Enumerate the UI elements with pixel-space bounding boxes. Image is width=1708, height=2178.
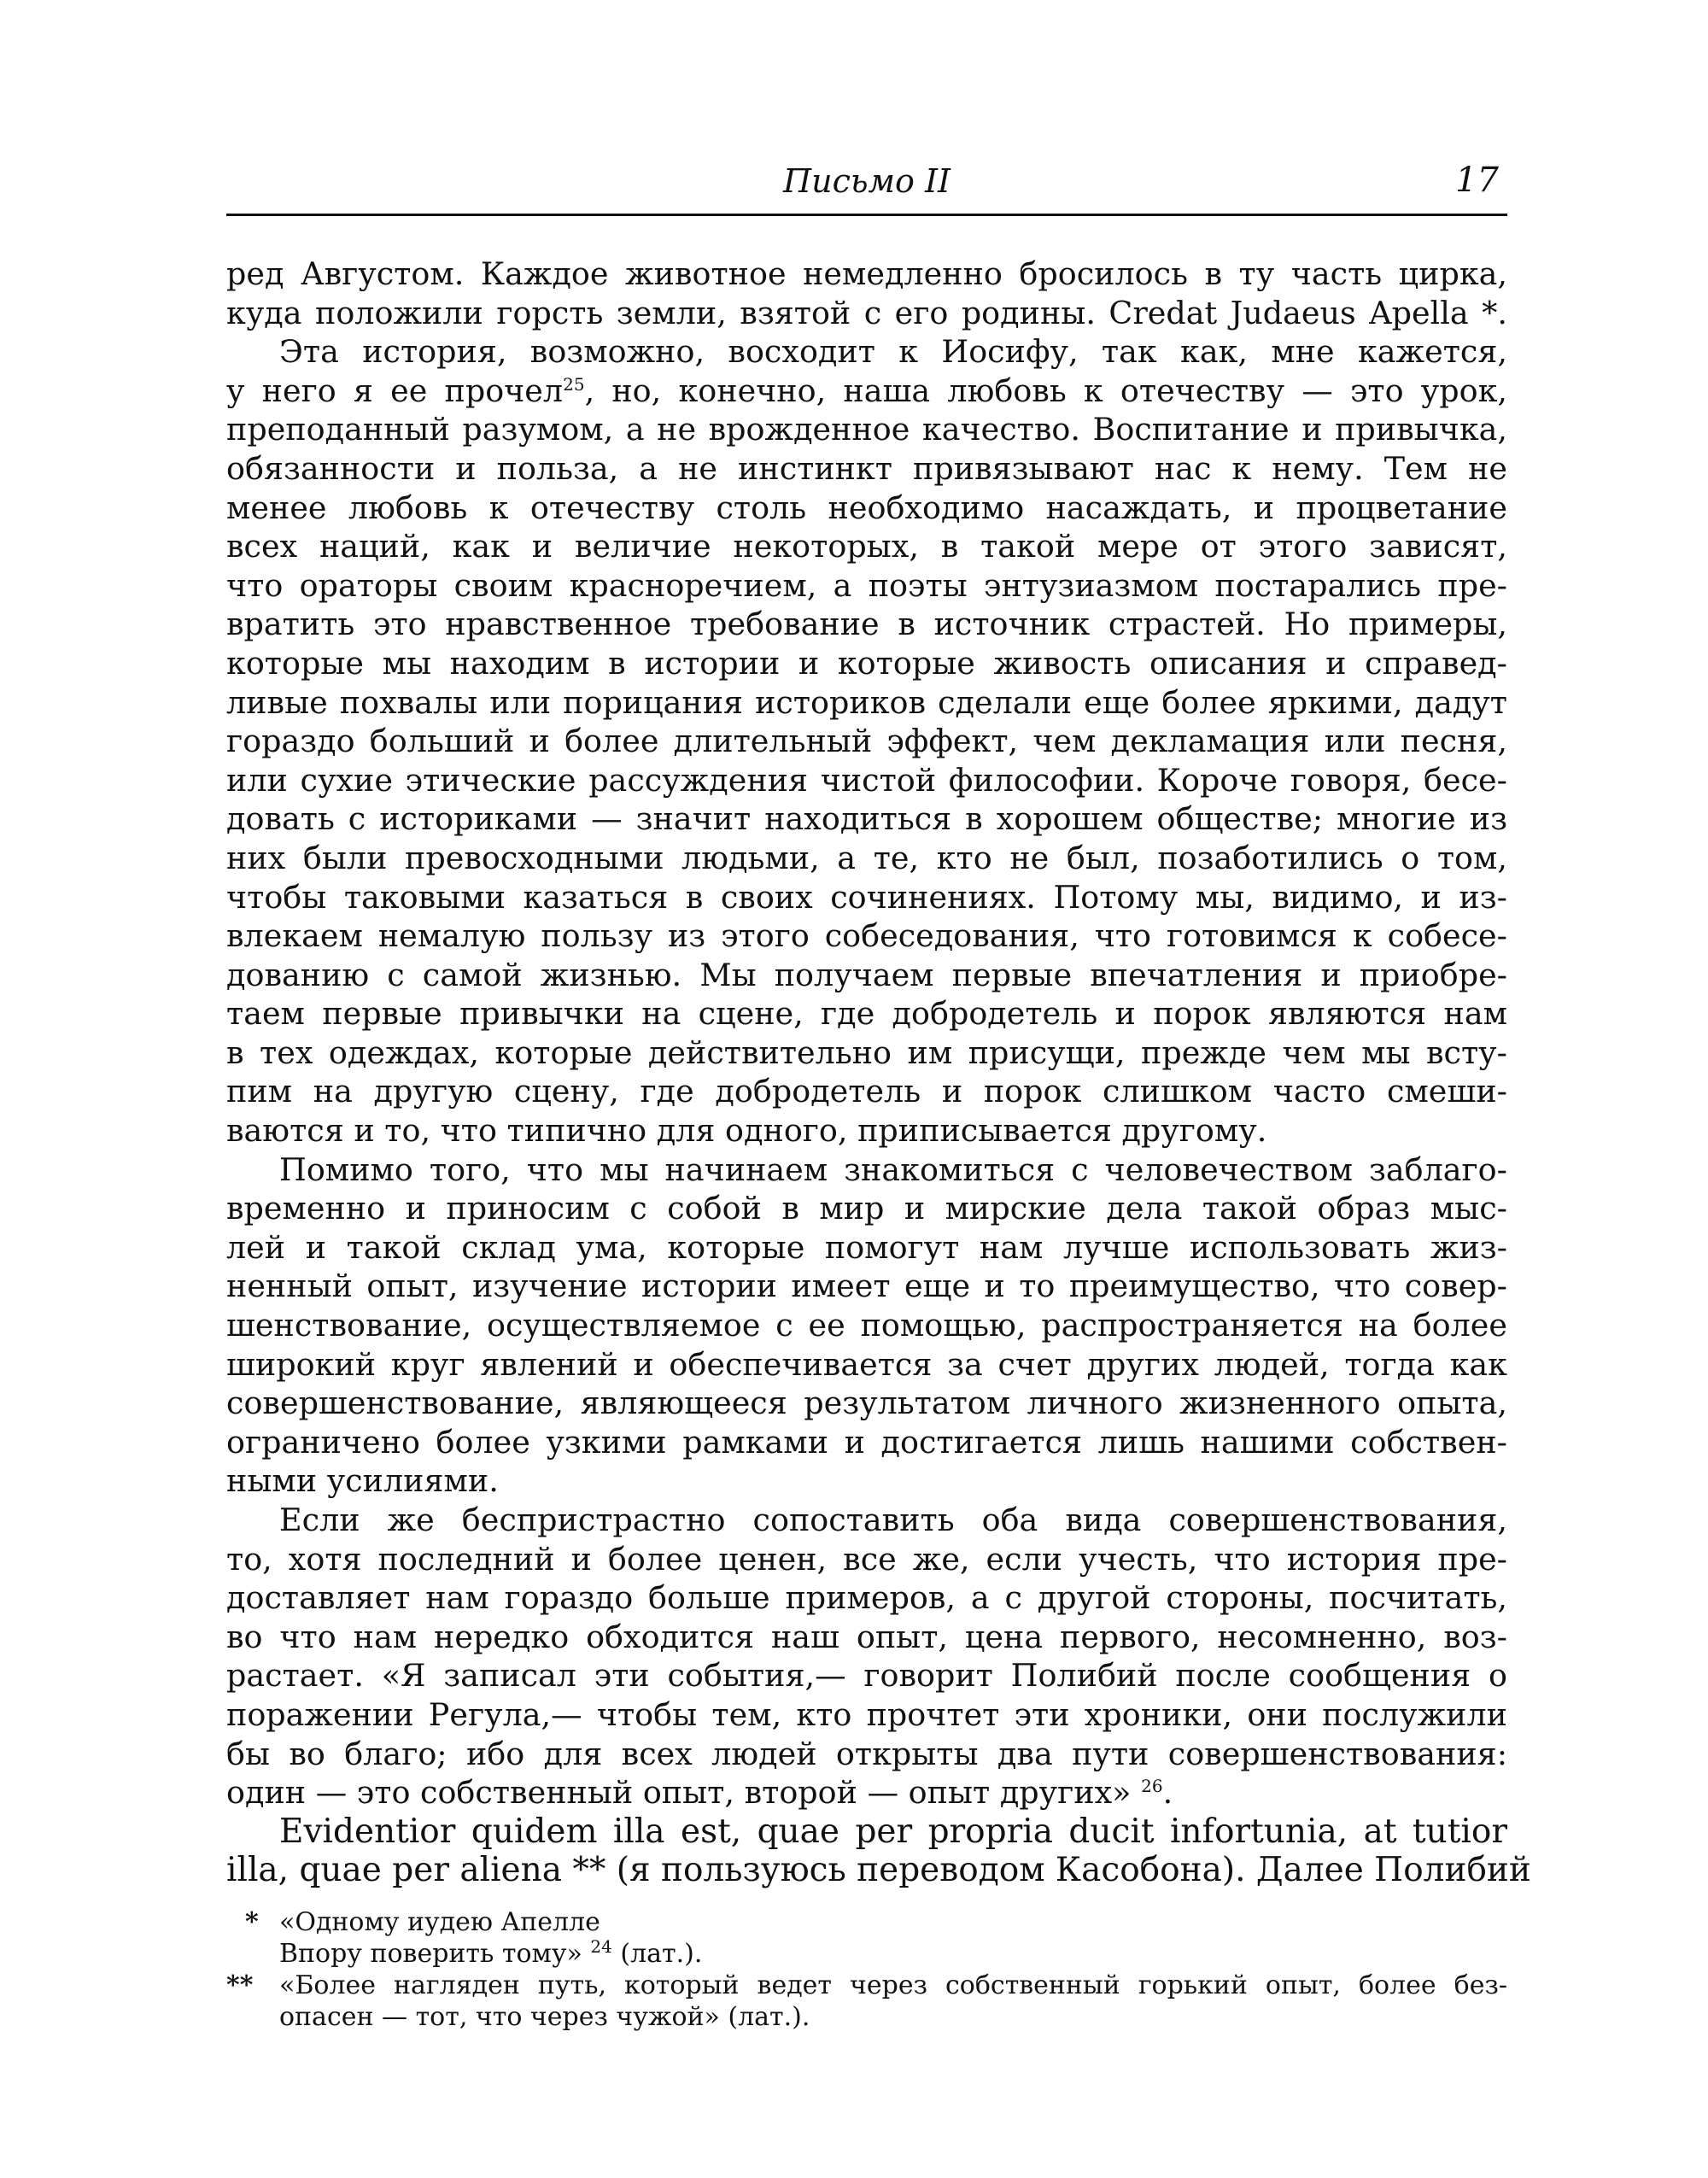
text-line: бы во благо; ибо для всех людей открыты два пути совершенствования: [226, 1735, 1507, 1772]
text-line: куда положили горсть земли, взятой с его родины. Credat Judaeus Apella *. [226, 294, 1507, 331]
text-line: чтобы таковыми казаться в своих сочинениях. Потому мы, видимо, и из- [226, 878, 1507, 916]
footnote-2: ** «Более нагляден путь, который ведет через собственный горький опыт, более без- [226, 1970, 1507, 2000]
main-text [226, 255, 1531, 1890]
text-line: них были превосходными людьми, а те, кто не был, позаботились о том, [226, 839, 1507, 876]
text-line: Evidentior quidem illa est, quae per propria ducit infortunia, at tutior [279, 1812, 1507, 1851]
chapter-title: Письмо II [782, 162, 951, 200]
footnote-ref: 24 [590, 1936, 612, 1957]
text-line: дованию с самой жизнью. Мы получаем первые впечатления и приобре- [226, 956, 1507, 993]
text-line: довать с историками — значит находиться в хорошем обществе; многие из [226, 800, 1507, 838]
text-line: один — это собственный опыт, второй — опыт других» $^{26}$. [226, 1774, 1173, 1812]
text-line: всех наций, как и величие некоторых, в такой мере от этого зависят, [226, 528, 1507, 565]
running-head [226, 162, 1507, 216]
page-number: 17 [1455, 161, 1499, 200]
footnote-marker: * [245, 1907, 259, 1937]
text-line: у него я ее прочел$^{25}$, но, конечно, наша любовь к отечеству — это урок, [226, 372, 1508, 409]
text-line: или сухие этические рассуждения чистой философии. Короче говоря, бесе- [226, 761, 1507, 799]
footnote-ref: 26 [1141, 1776, 1163, 1796]
footnote-ref: 25 [563, 373, 585, 395]
text-line: illa, quae per aliena ** (я пользуюсь переводом Касобона). Далее Полибий [226, 1851, 1531, 1890]
text-line: в тех одеждах, которые действительно им присущи, прежде чем мы всту- [226, 1033, 1507, 1071]
footnote-1: * «Одному иудею Апелле [245, 1907, 600, 1937]
text-line: Помимо того, что мы начинаем знакомиться с человечеством заблаго- [279, 1150, 1507, 1188]
text-line: ненный опыт, изучение истории имеет еще и то преимущество, что совер- [226, 1268, 1507, 1305]
text-line: Эта история, возможно, восходит к Иосифу, так как, мне кажется, [279, 333, 1507, 371]
text-line: во что нам нередко обходится наш опыт, цена первого, несомненно, воз- [226, 1618, 1507, 1655]
text-line: ред Августом. Каждое животное немедленно бросилось в ту часть цирка, [226, 255, 1507, 292]
text-line: Если же беспристрастно сопоставить оба вида совершенствования, [279, 1502, 1507, 1538]
text-line: ными усилиями. [226, 1462, 499, 1500]
text-line: временно и приносим с собой в мир и мирские дела такой образ мыс- [226, 1190, 1507, 1227]
text-line: гораздо больший и более длительный эффект, чем декламация или песня, [226, 723, 1507, 760]
text-line: доставляет нам гораздо больше примеров, а с другой стороны, посчитать, [226, 1579, 1507, 1617]
text-line: что ораторы своим красноречием, а поэты энтузиазмом постарались пре- [226, 566, 1507, 604]
text-line: которые мы находим в истории и которые живость описания и справед- [226, 644, 1507, 682]
text-line: ограничено более узкими рамками и достигается лишь нашими собствен- [226, 1423, 1507, 1461]
text-line: обязанности и польза, а не инстинкт привязывают нас к нему. Тем не [226, 449, 1507, 487]
text-line: широкий круг явлений и обеспечивается за счет других людей, тогда как [226, 1345, 1507, 1383]
text-line: ваются и то, что типично для одного, приписывается другому. [226, 1112, 1267, 1150]
text-line: лей и такой склад ума, которые помогут нам лучше использовать жиз- [226, 1228, 1507, 1266]
footnote-marker: ** [226, 1970, 254, 2000]
text-line: вратить это нравственное требование в источник страстей. Но примеры, [226, 606, 1507, 643]
text-line: ливые похвалы или порицания историков сделали еще более яркими, дадут [226, 683, 1507, 721]
text-line: преподанный разумом, а не врожденное качество. Воспитание и привычка, [226, 411, 1507, 448]
text-line: поражении Регула,— чтобы тем, кто прочтет эти хроники, они послужили [226, 1695, 1507, 1733]
text-line: таем первые привычки на сцене, где добродетель и порок являются нам [226, 995, 1507, 1033]
text-line: влекаем немалую пользу из этого собеседования, что готовимся к собесе- [226, 917, 1507, 955]
text-line: пим на другую сцену, где добродетель и порок слишком часто смеши- [226, 1073, 1507, 1110]
text-line: шенствование, осуществляемое с ее помощью, распространяется на более [226, 1307, 1507, 1344]
footnote-2-line-2: опасен — тот, что через чужой» (лат.). [279, 2002, 810, 2032]
text-line: растает. «Я записал эти события,— говорит Полибий после сообщения о [226, 1657, 1507, 1695]
text-line: то, хотя последний и более ценен, все же, если учесть, что история пре- [226, 1540, 1507, 1578]
text-line: менее любовь к отечеству столь необходимо насаждать, и процветание [226, 489, 1507, 526]
text-line: совершенствование, являющееся результатом личного жизненного опыта, [226, 1385, 1507, 1422]
footnotes [226, 1906, 1507, 2033]
footnote-1-line-2: Впору поверить тому» $^{24}$ (лат.). [279, 1936, 703, 1969]
